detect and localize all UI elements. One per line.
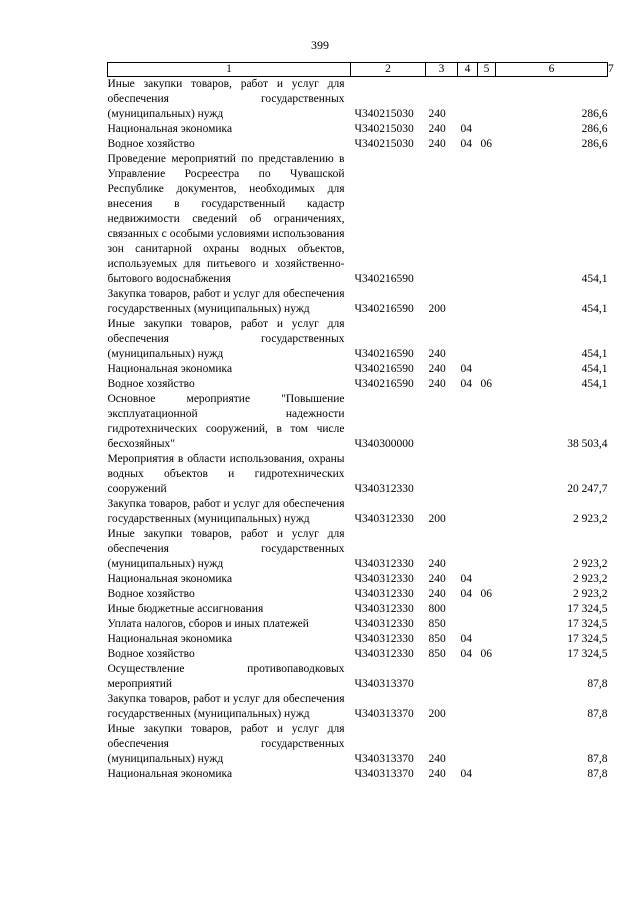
row-rz	[458, 287, 478, 317]
row-amount: 20 247,7	[567, 483, 608, 495]
row-amount: 87,8	[587, 678, 608, 690]
row-rz: 04	[460, 138, 472, 150]
row-pr: 06	[480, 588, 492, 600]
row-name: Закупка товаров, работ и услуг для обеспечения государственных (муниципальных) нужд	[107, 288, 345, 315]
row-amount: 17 324,5	[567, 618, 608, 630]
row-name: Водное хозяйство	[107, 648, 195, 660]
row-name: Иные закупки товаров, работ и услуг для обеспечения государственных (муниципальных) нужд	[107, 318, 345, 360]
row-amount: 454,1	[581, 273, 608, 285]
row-vr	[426, 662, 458, 692]
row-amount: 454,1	[581, 378, 608, 390]
row-vr	[426, 452, 458, 497]
row-pr: 06	[480, 378, 492, 390]
row-rz	[458, 317, 478, 362]
row-rz: 04	[460, 363, 472, 375]
budget-table	[107, 62, 614, 782]
row-rz	[458, 497, 478, 527]
row-amount: 454,1	[581, 363, 608, 375]
row-amount: 286,6	[581, 138, 608, 150]
table-row	[108, 287, 608, 317]
row-name: Национальная экономика	[107, 573, 233, 585]
header-col-2: 2	[351, 63, 426, 77]
row-code: Ч340216590	[354, 363, 414, 375]
row-code: Ч340216590	[354, 303, 414, 315]
row-pr	[478, 152, 496, 287]
table-body	[108, 77, 608, 783]
row-vr: 240	[428, 558, 446, 570]
table-row	[108, 662, 608, 692]
row-vr	[426, 152, 458, 287]
table-row	[108, 767, 608, 782]
row-pr: 06	[480, 648, 492, 660]
row-rz	[458, 452, 478, 497]
row-pr	[478, 602, 496, 617]
row-pr	[478, 362, 496, 377]
row-vr: 850	[428, 648, 446, 660]
row-pr	[478, 317, 496, 362]
row-vr: 800	[428, 603, 446, 615]
row-name: Водное хозяйство	[107, 378, 195, 390]
row-name: Проведение мероприятий по представлению в Управление Росреестра по Чувашской Республике документов, необходимых для внесения в государственный кадастр недвижимости сведений об ограничениях, связанных с особыми условиями использования зон санитарной охраны водных объектов, используемых для питьевого и хозяйственно-бытового водоснабжения	[107, 153, 345, 285]
row-amount: 17 324,5	[567, 633, 608, 645]
row-code: Ч340312330	[354, 558, 414, 570]
row-rz: 04	[460, 378, 472, 390]
row-name: Национальная экономика	[107, 363, 233, 375]
table-row	[108, 722, 608, 767]
table-row	[108, 377, 608, 392]
row-vr: 200	[428, 708, 446, 720]
table-row	[108, 152, 608, 287]
row-vr: 850	[428, 618, 446, 630]
row-rz	[458, 722, 478, 767]
table-row	[108, 452, 608, 497]
row-vr: 240	[428, 378, 446, 390]
header-col-5: 5	[478, 63, 496, 77]
row-rz: 04	[460, 573, 472, 585]
row-rz: 04	[460, 648, 472, 660]
row-vr: 240	[428, 363, 446, 375]
row-vr	[426, 392, 458, 452]
page-number: 399	[311, 38, 329, 52]
row-name: Основное мероприятие "Повышение эксплуатационной надежности гидротехнических сооружений, в том числе бесхозяйных"	[107, 393, 345, 450]
row-rz	[458, 602, 478, 617]
table-row	[108, 122, 608, 137]
row-code: Ч340312330	[354, 483, 414, 495]
row-name: Закупка товаров, работ и услуг для обеспечения государственных (муниципальных) нужд	[107, 693, 345, 720]
table-row	[108, 317, 608, 362]
row-code: Ч340313370	[354, 768, 414, 780]
table-row	[108, 77, 608, 123]
row-name: Иные закупки товаров, работ и услуг для обеспечения государственных (муниципальных) нужд	[107, 78, 345, 120]
table-row	[108, 497, 608, 527]
row-code: Ч340312330	[354, 573, 414, 585]
row-amount: 87,8	[587, 768, 608, 780]
row-vr: 240	[428, 573, 446, 585]
row-code: Ч340216590	[354, 378, 414, 390]
row-name: Иные закупки товаров, работ и услуг для обеспечения государственных (муниципальных) нужд	[107, 723, 345, 765]
row-amount: 2 923,2	[573, 513, 608, 525]
row-pr	[478, 692, 496, 722]
row-pr	[478, 452, 496, 497]
row-rz	[458, 692, 478, 722]
row-amount: 38 503,4	[567, 438, 608, 450]
row-code: Ч340215030	[354, 138, 414, 150]
header-col-4: 4	[458, 63, 478, 77]
row-name: Осуществление противопаводковых мероприятий	[107, 663, 345, 690]
row-amount: 454,1	[581, 303, 608, 315]
row-amount: 17 324,5	[567, 648, 608, 660]
header-col-3: 3	[426, 63, 458, 77]
row-name: Уплата налогов, сборов и иных платежей	[107, 618, 309, 630]
row-pr	[478, 572, 496, 587]
row-name: Национальная экономика	[107, 123, 233, 135]
row-code: Ч340312330	[354, 648, 414, 660]
row-pr	[478, 617, 496, 632]
row-pr	[478, 722, 496, 767]
row-vr: 240	[428, 768, 446, 780]
row-rz	[458, 617, 478, 632]
row-pr	[478, 77, 496, 123]
header-col-1: 1	[108, 63, 351, 77]
row-code: Ч340312330	[354, 633, 414, 645]
row-amount: 17 324,5	[567, 603, 608, 615]
row-code: Ч340313370	[354, 708, 414, 720]
row-rz	[458, 392, 478, 452]
row-code: Ч340216590	[354, 273, 414, 285]
row-rz	[458, 662, 478, 692]
table-row	[108, 572, 608, 587]
row-code: Ч340313370	[354, 753, 414, 765]
row-amount: 2 923,2	[573, 588, 608, 600]
row-vr: 240	[428, 588, 446, 600]
row-name: Водное хозяйство	[107, 138, 195, 150]
row-pr	[478, 767, 496, 782]
header-col-6: 6	[496, 63, 608, 77]
row-vr: 240	[428, 753, 446, 765]
table-row	[108, 137, 608, 152]
row-pr	[478, 392, 496, 452]
row-vr: 240	[428, 108, 446, 120]
table-row	[108, 392, 608, 452]
row-vr: 850	[428, 633, 446, 645]
row-code: Ч340215030	[354, 108, 414, 120]
row-amount: 286,6	[581, 123, 608, 135]
header-row: 1 2 3 4 5 6 7	[108, 63, 608, 77]
row-name: Мероприятия в области использования, охраны водных объектов и гидротехнических сооружений	[107, 453, 345, 495]
table-row	[108, 632, 608, 647]
row-pr	[478, 497, 496, 527]
row-amount: 286,6	[581, 108, 608, 120]
row-amount: 87,8	[587, 708, 608, 720]
row-code: Ч340215030	[354, 123, 414, 135]
row-code: Ч340216590	[354, 348, 414, 360]
row-amount: 2 923,2	[573, 573, 608, 585]
table-row	[108, 527, 608, 572]
table-row	[108, 602, 608, 617]
row-name: Водное хозяйство	[107, 588, 195, 600]
row-rz	[458, 527, 478, 572]
row-vr: 200	[428, 513, 446, 525]
row-rz	[458, 77, 478, 123]
row-rz: 04	[460, 768, 472, 780]
row-rz	[458, 152, 478, 287]
row-vr: 200	[428, 303, 446, 315]
row-pr	[478, 632, 496, 647]
row-amount: 454,1	[581, 348, 608, 360]
row-name: Закупка товаров, работ и услуг для обеспечения государственных (муниципальных) нужд	[107, 498, 345, 525]
row-code: Ч340312330	[354, 603, 414, 615]
row-rz: 04	[460, 123, 472, 135]
row-code: Ч340312330	[354, 513, 414, 525]
row-pr	[478, 662, 496, 692]
table-row	[108, 692, 608, 722]
row-rz: 04	[460, 588, 472, 600]
row-pr: 06	[480, 138, 492, 150]
row-amount: 87,8	[587, 753, 608, 765]
row-code: Ч340312330	[354, 618, 414, 630]
row-name: Национальная экономика	[107, 768, 233, 780]
row-rz: 04	[460, 633, 472, 645]
row-amount: 2 923,2	[573, 558, 608, 570]
table-row	[108, 647, 608, 662]
row-vr: 240	[428, 138, 446, 150]
row-name: Иные закупки товаров, работ и услуг для обеспечения государственных (муниципальных) нужд	[107, 528, 345, 570]
row-pr	[478, 287, 496, 317]
table-row	[108, 587, 608, 602]
row-code: Ч340313370	[354, 678, 414, 690]
table-row	[108, 362, 608, 377]
row-name: Иные бюджетные ассигнования	[107, 603, 264, 615]
row-code: Ч340312330	[354, 588, 414, 600]
row-pr	[478, 527, 496, 572]
row-pr	[478, 122, 496, 137]
row-name: Национальная экономика	[107, 633, 233, 645]
row-vr: 240	[428, 348, 446, 360]
table-row	[108, 617, 608, 632]
row-vr: 240	[428, 123, 446, 135]
row-code: Ч340300000	[354, 438, 414, 450]
